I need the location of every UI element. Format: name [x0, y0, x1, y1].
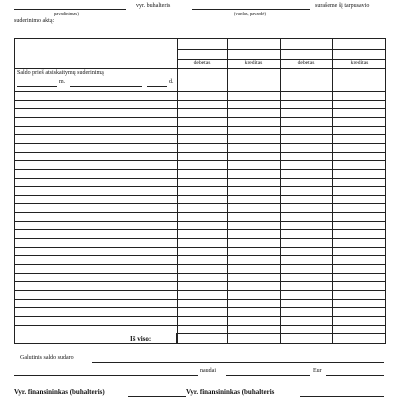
total-row-cells [176, 333, 386, 344]
table-row[interactable] [15, 247, 385, 248]
beneficiary-line[interactable] [14, 375, 198, 376]
table-row[interactable] [15, 264, 385, 265]
year-line[interactable] [17, 86, 57, 87]
table-row[interactable] [15, 91, 385, 92]
table-row[interactable] [15, 299, 385, 300]
col-header-credit-2: kreditas [350, 60, 369, 66]
col-header-credit-1: kreditas [244, 60, 263, 66]
caption-name-surname: (vardas, pavardė) [234, 11, 266, 16]
table-row[interactable] [15, 117, 385, 118]
name-surname-line[interactable] [192, 9, 310, 10]
table-row[interactable] [15, 152, 385, 153]
eur-label: Eur [313, 368, 322, 374]
header-agreement-text: suraŝeme šį tarpusavio [315, 3, 370, 9]
table-row[interactable] [15, 325, 385, 326]
header-chief-accountant-label: vyr. buhalteris [136, 3, 171, 9]
table-row[interactable] [15, 290, 385, 291]
signature-left-label: Vyr. finansininkas (buhalteris) [14, 388, 105, 396]
table-row[interactable] [15, 169, 385, 170]
table-row[interactable] [15, 108, 385, 109]
signature-left-line[interactable] [128, 396, 186, 397]
day-line[interactable] [147, 86, 167, 87]
table-row[interactable] [15, 281, 385, 282]
date-m-label: m. [59, 79, 66, 85]
table-row[interactable] [15, 195, 385, 196]
date-d-label: d. [169, 79, 174, 85]
col-header-debit-1: debetas [193, 60, 211, 66]
saldo-before-label: Saldo prieš atsiskaitymų suderinimą [17, 70, 104, 76]
table-row[interactable] [15, 126, 385, 127]
signature-right-line[interactable] [300, 396, 384, 397]
col-header-debit-2: debetas [297, 60, 315, 66]
table-row[interactable] [15, 229, 385, 230]
table-row[interactable] [15, 316, 385, 317]
table-row[interactable] [15, 221, 385, 222]
month-line[interactable] [70, 86, 142, 87]
table-row[interactable] [15, 255, 385, 256]
table-row[interactable] [15, 238, 385, 239]
final-balance-label: Galutinis saldo sudaro [20, 355, 74, 361]
table-row[interactable] [15, 143, 385, 144]
table-row[interactable] [15, 186, 385, 187]
signature-right-label: Vyr. finansininkas (buhalteris [186, 388, 275, 396]
table-row[interactable] [15, 160, 385, 161]
naudai-label: naudai [200, 368, 216, 374]
table-row[interactable] [15, 307, 385, 308]
table-row[interactable] [15, 273, 385, 274]
total-label: Iš viso: [130, 335, 152, 343]
caption-name: pavadinimas) [54, 11, 79, 16]
table-row[interactable] [15, 134, 385, 135]
table-row[interactable] [15, 100, 385, 101]
table-row[interactable] [15, 203, 385, 204]
reconciliation-table [14, 38, 386, 344]
header-line2: suderinimo aktą: [14, 18, 55, 24]
table-row[interactable] [15, 178, 385, 179]
company-name-line[interactable] [14, 9, 126, 10]
amount-line[interactable] [226, 375, 310, 376]
final-balance-line[interactable] [92, 362, 384, 363]
eur-line[interactable] [326, 375, 384, 376]
table-row[interactable] [15, 212, 385, 213]
